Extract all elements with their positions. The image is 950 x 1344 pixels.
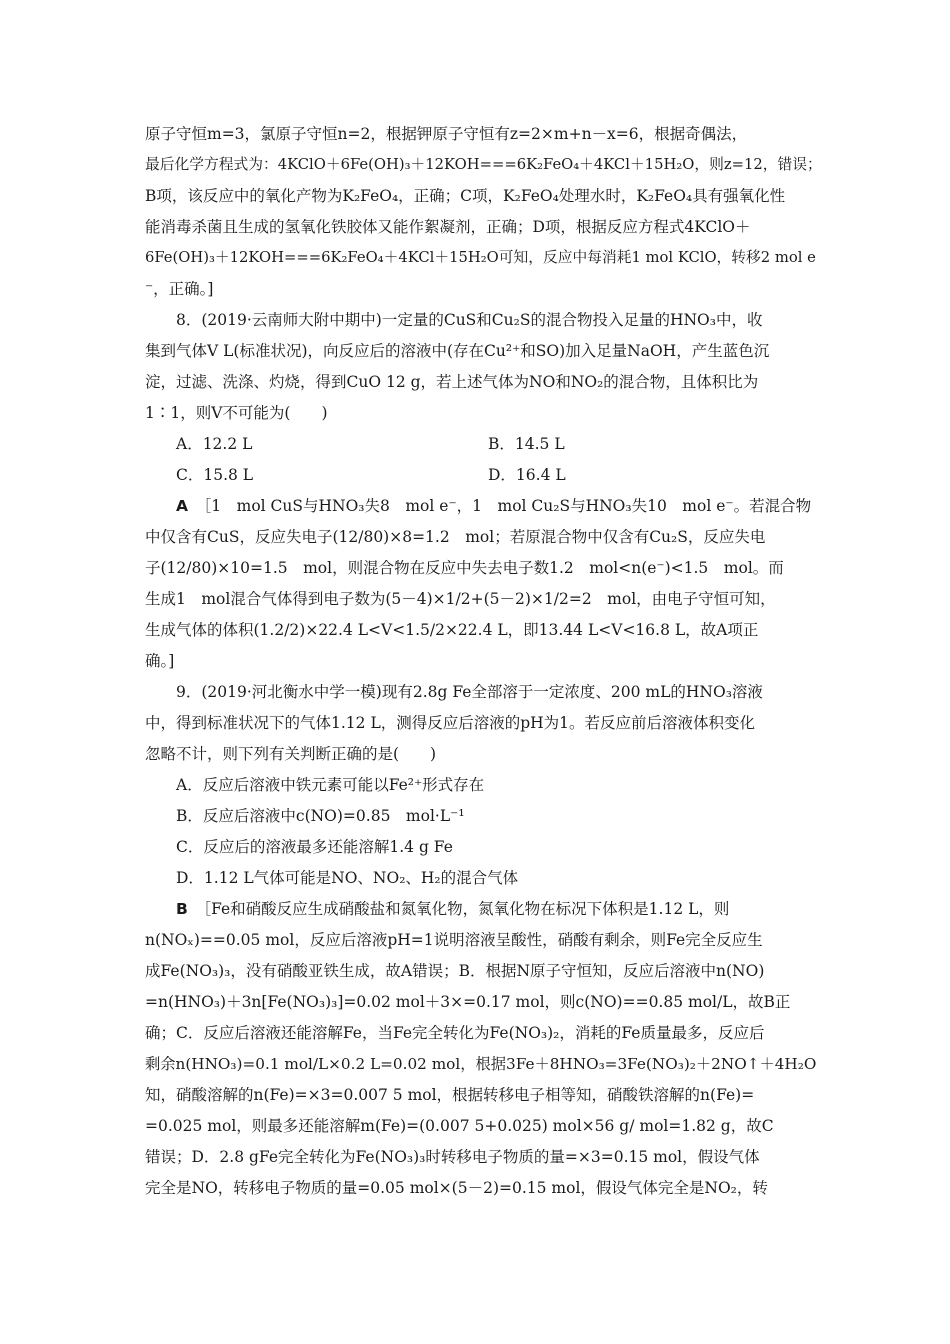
text-line: 剩余n(HNO₃)=0.1 mol/L×0.2 L=0.02 mol，根据3Fe＋8HNO₃=3Fe(NO₃)₂＋2NO↑＋4H₂O bbox=[145, 1055, 817, 1073]
text-line: 生成气体的体积(1.2/2)×22.4 L<V<1.5/2×22.4 L，即13.44 L<V<16.8 L，故A项正 bbox=[145, 621, 759, 639]
text-line: n(NOₓ)==0.05 mol，反应后溶液pH=1说明溶液呈酸性，硝酸有剩余，则Fe完全反应生 bbox=[145, 931, 763, 949]
option-c: C．反应后的溶液最多还能溶解1.4 g Fe bbox=[176, 838, 453, 856]
text-line: 确；C．反应后溶液还能溶解Fe，当Fe完全转化为Fe(NO₃)₂，消耗的Fe质量最多，反应后 bbox=[145, 1024, 765, 1042]
answer-explanation: ［1 mol CuS与HNO₃失8 mol e⁻，1 mol Cu₂S与HNO₃失10 mol e⁻。若混合物 bbox=[203, 497, 812, 515]
text-line: 完全是NO，转移电子物质的量=0.05 mol×(5－2)=0.15 mol，假设气体完全是NO₂，转 bbox=[145, 1179, 768, 1197]
text-line: ⁻，正确。] bbox=[145, 280, 214, 298]
question-9-stem: 9．(2019·河北衡水中学一模)现有2.8g Fe全部溶于一定浓度、200 mL的HNO₃溶液 bbox=[176, 683, 763, 701]
option-b: B．14.5 L bbox=[488, 435, 565, 453]
text-line: 中仅含有CuS，反应失电子(12/80)×8=1.2 mol；若原混合物中仅含有Cu₂S，反应失电 bbox=[145, 528, 766, 546]
text-line: B项，该反应中的氧化产物为K₂FeO₄，正确；C项，K₂FeO₄处理水时，K₂FeO₄具有强氧化性 bbox=[145, 187, 786, 205]
option-b: B．反应后溶液中c(NO)=0.85 mol·L⁻¹ bbox=[176, 807, 465, 825]
text-line: 淀，过滤、洗涤、灼烧，得到CuO 12 g，若上述气体为NO和NO₂的混合物，且体积比为 bbox=[145, 373, 759, 391]
answer-letter: B bbox=[176, 900, 188, 918]
text-line: =n(HNO₃)＋3n[Fe(NO₃)₃]=0.02 mol＋3×=0.17 mol，则c(NO)==0.85 mol/L，故B正 bbox=[145, 993, 791, 1011]
option-a: A．12.2 L bbox=[176, 435, 253, 453]
answer-8-line bbox=[176, 496, 823, 516]
text-line: 子(12/80)×10=1.5 mol，则混合物在反应中失去电子数1.2 mol<n(e⁻)<1.5 mol。而 bbox=[145, 559, 784, 577]
text-line: 错误；D．2.8 gFe完全转化为Fe(NO₃)₃时转移电子物质的量=×3=0.15 mol，假设气体 bbox=[145, 1148, 760, 1166]
answer-9-line bbox=[176, 899, 823, 919]
text-line: 中，得到标准状况下的气体1.12 L，测得反应后溶液的pH为1。若反应前后溶液体积变化 bbox=[145, 714, 756, 732]
answer-explanation: ［Fe和硝酸反应生成硝酸盐和氮氧化物，氮氧化物在标况下体积是1.12 L，则 bbox=[203, 900, 730, 918]
option-a: A．反应后溶液中铁元素可能以Fe²⁺形式存在 bbox=[176, 776, 485, 794]
text-line: 成Fe(NO₃)₃，没有硝酸亚铁生成，故A错误；B．根据N原子守恒知，反应后溶液中n(NO) bbox=[145, 962, 765, 980]
option-d: D．16.4 L bbox=[488, 466, 566, 484]
text-line: 集到气体V L(标准状况)，向反应后的溶液中(存在Cu²⁺和SO)加入足量NaOH，产生蓝色沉 bbox=[145, 342, 770, 360]
text-line: 最后化学方程式为：4KClO＋6Fe(OH)₃＋12KOH===6K₂FeO₄＋4KCl＋15H₂O，则z=12，错误； bbox=[145, 156, 822, 173]
text-line: 确。] bbox=[145, 652, 175, 670]
question-8-stem: 8．(2019·云南师大附中期中)一定量的CuS和Cu₂S的混合物投入足量的HNO₃中，收 bbox=[176, 311, 763, 329]
option-d: D．1.12 L气体可能是NO、NO₂、H₂的混合气体 bbox=[176, 869, 519, 887]
text-line bbox=[145, 1209, 823, 1229]
text-line: 1∶1，则V不可能为( ) bbox=[145, 404, 328, 422]
text-line: 原子守恒m=3，氯原子守恒n=2，根据钾原子守恒有z=2×m+n－x=6，根据奇偶法， bbox=[145, 125, 748, 143]
text-line: 知，硝酸溶解的n(Fe)=×3=0.007 5 mol，根据转移电子相等知，硝酸铁溶解的n(Fe)= bbox=[145, 1086, 755, 1104]
text-line: 6Fe(OH)₃＋12KOH===6K₂FeO₄＋4KCl＋15H₂O可知，反应中每消耗1 mol KClO，转移2 mol e bbox=[145, 249, 816, 266]
text-line: 生成1 mol混合气体得到电子数为(5－4)×1/2+(5－2)×1/2=2 mol，由电子守恒可知， bbox=[145, 590, 776, 608]
option-c: C．15.8 L bbox=[176, 466, 254, 484]
text-line: =0.025 mol，则最多还能溶解m(Fe)=(0.007 5+0.025) mol×56 g/ mol=1.82 g，故C bbox=[145, 1117, 774, 1135]
text-line: 能消毒杀菌且生成的氢氧化铁胶体又能作絮凝剂，正确；D项，根据反应方程式4KClO＋ bbox=[145, 218, 751, 236]
text-line: 忽略不计，则下列有关判断正确的是( ) bbox=[145, 745, 437, 763]
answer-letter: A bbox=[176, 497, 188, 515]
